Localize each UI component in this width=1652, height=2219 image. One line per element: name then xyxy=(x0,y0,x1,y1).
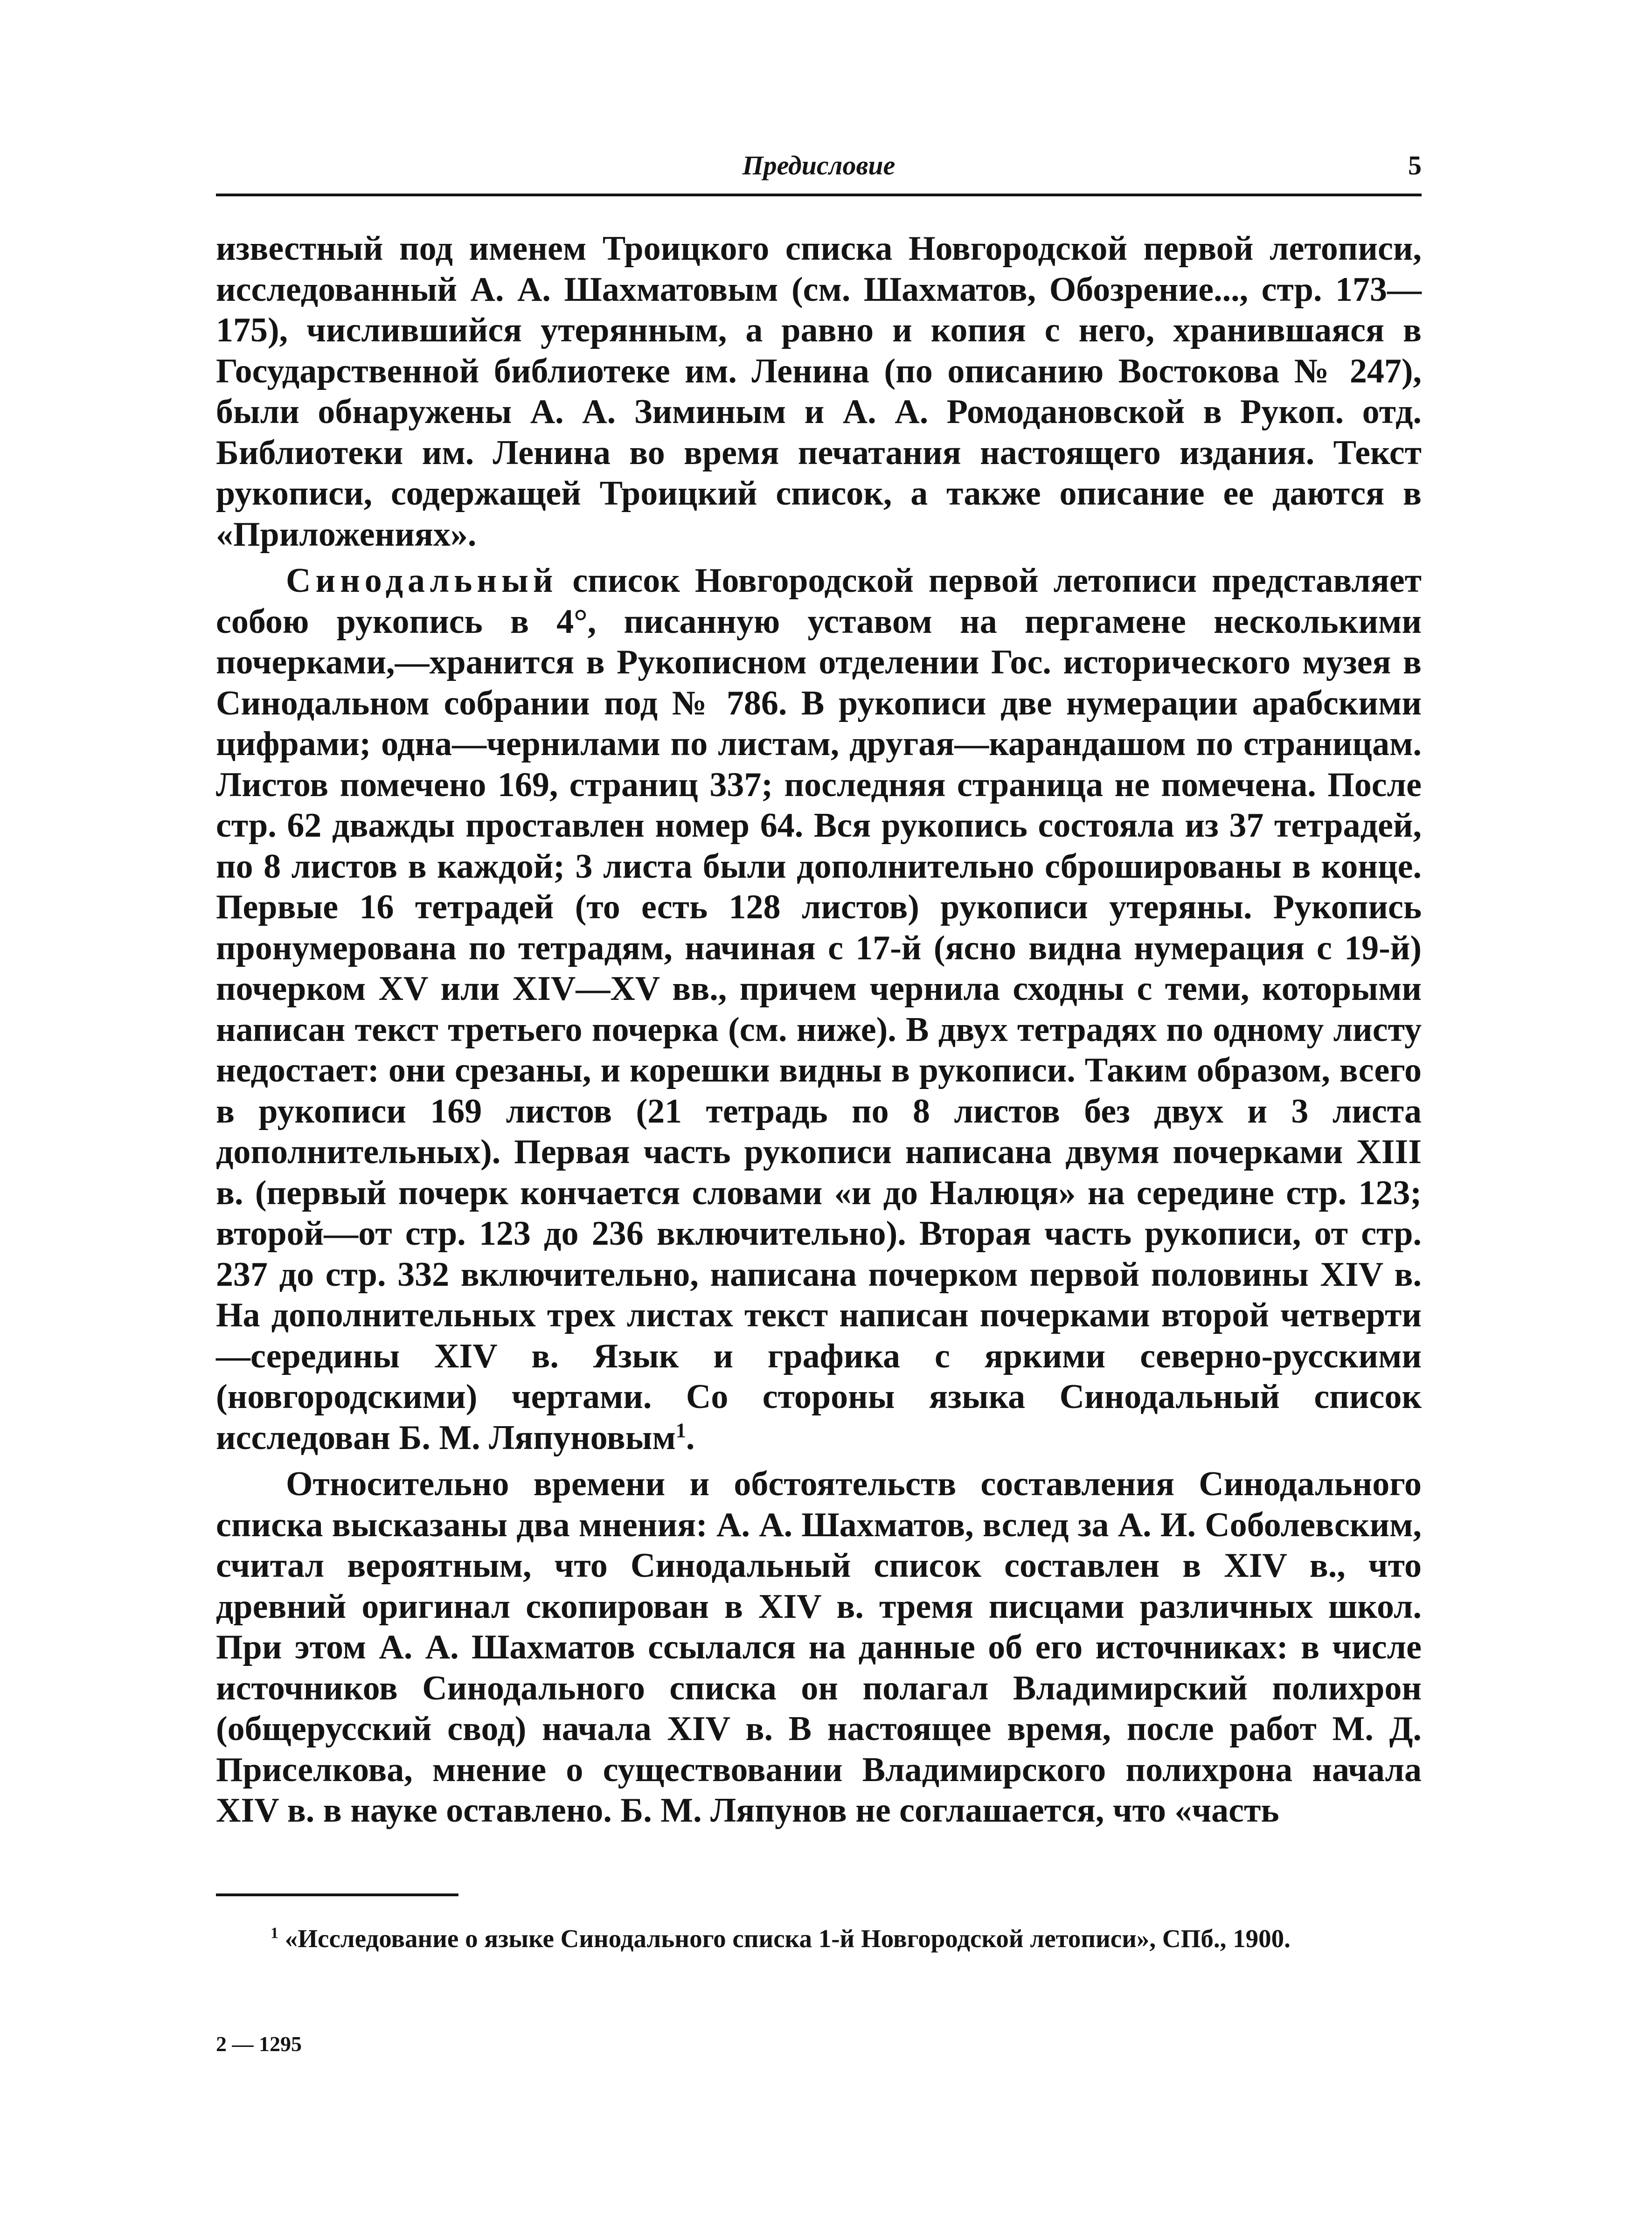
paragraph-2-end: . xyxy=(686,1418,695,1457)
page-number: 5 xyxy=(1408,150,1422,180)
footnote-marker: 1 xyxy=(271,1924,278,1942)
paragraph-2-lead: Синодальный xyxy=(286,562,558,600)
paragraph-1: известный под именем Троицкого списка Новгородской первой летописи, исследованный А. А. Шахматовым (см. Шахматов, Обозрение..., стр. 173—175), числившийся утерянным, а равно и копия с него, хранившаяся в Государственной библиотеке им. Ленина (по описанию Востокова № 247), были обнаружены А. А. Зиминым и А. А. Ромодановской в Рукоп. отд. Библиотеки им. Ленина во время печатания настоящего издания. Текст рукописи, содержащей Троицкий список, а также описание ее даются в «Приложениях». xyxy=(216,229,1422,554)
paragraph-2-text: список Новгородской первой летописи представляет собою рукопись в 4°, писанную уставом на пергамене несколькими почерками,—хранится в Рукописном отделении Гос. исторического музея в Синодальном собрании под № 786. В рукописи две нумерации арабскими цифрами; одна—чернилами по листам, другая—карандашом по страницам. Листов помечено 169, страниц 337; последняя страница не помечена. После стр. 62 дважды проставлен номер 64. Вся рукопись состояла из 37 тетрадей, по 8 листов в каждой; 3 листа были дополнительно сброшированы в конце. Первые 16 тетрадей (то есть 128 листов) рукописи утеряны. Рукопись пронумерована по тетрадям, начиная с 17-й (ясно видна нумерация с 19-й) почерком XV или XIV—XV вв., причем чернила сходны с теми, которыми написан текст третьего почерка (см. ниже). В двух тетрадях по одному листу недостает: они срезаны, и корешки видны в рукописи. Таким образом, всего в рукописи 169 листов (21 тетрадь по 8 листов без двух и 3 листа дополнительных). Первая часть рукописи написана двумя почерками XIII в. (первый почерк кончается словами «и до Налюця» на середине стр. 123; второй—от стр. 123 до 236 включительно). Вторая часть рукописи, от стр. 237 до стр. 332 включительно, написана почерком первой половины XIV в. На дополнительных трех листах текст написан почерками второй четверти—середины XIV в. Язык и графика с яркими северно-русскими (новгородскими) чертами. Со стороны языка Синодальный список исследован Б. М. Ляпуновым xyxy=(216,562,1422,1457)
paragraph-3: Относительно времени и обстоятельств составления Синодального списка высказаны два мнения: А. А. Шахматов, вслед за А. И. Соболевским, считал вероятным, что Синодальный список составлен в XIV в., что древний оригинал скопирован в XIV в. тремя писцами различных школ. При этом А. А. Шахматов ссылался на данные об его источниках: в числе источников Синодального списка он полагал Владимирский полихрон (общерусский свод) начала XIV в. В настоящее время, после работ М. Д. Приселкова, мнение о существовании Владимирского полихрона начала XIV в. в науке оставлено. Б. М. Ляпунов не соглашается, что «часть xyxy=(216,1465,1422,1830)
paragraph-2 xyxy=(216,561,1422,1458)
page-header xyxy=(216,147,1422,196)
running-title: Предисловие xyxy=(742,150,895,180)
footnote-divider xyxy=(216,1893,458,1896)
footnote xyxy=(271,1922,1422,1955)
main-text xyxy=(216,229,1422,1837)
footnote-text: «Исследование о языке Синодального списка 1-й Новгородской летописи», СПб., 1900. xyxy=(278,1924,1291,1953)
footnote-reference: 1 xyxy=(675,1418,686,1442)
printer-signature: 2 — 1295 xyxy=(216,2032,302,2056)
